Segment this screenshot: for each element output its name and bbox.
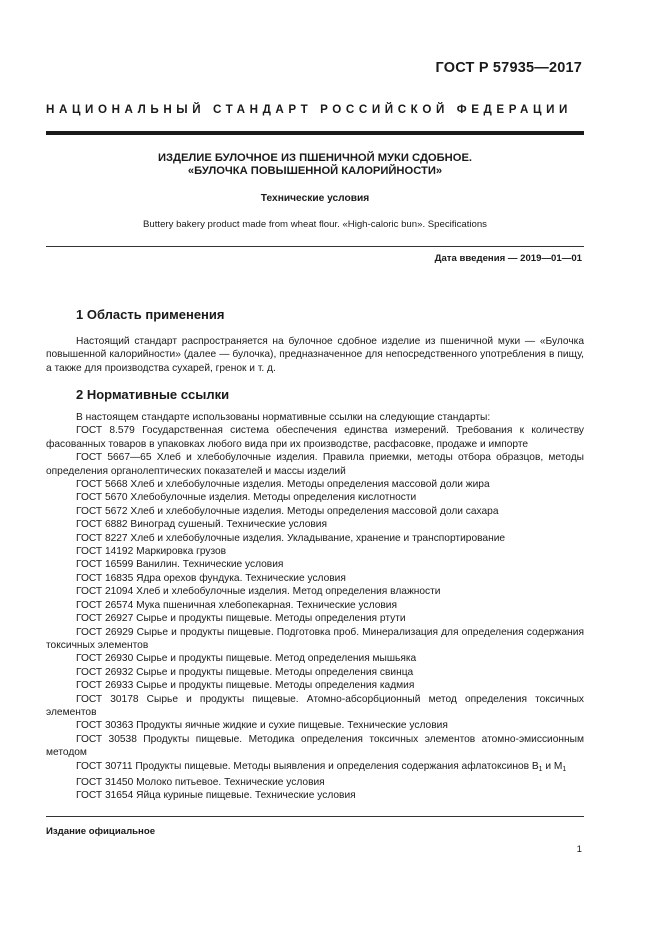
section-1-text: Настоящий стандарт распространяется на булочное сдобное изделие из пшеничной муки — «Булочка повышенной калорийности» (далее — булочка), предназначенное для непосредственного употребления в пищу, а также для производства сухарей, гренок и т. д. <box>46 336 584 374</box>
subscript: 1 <box>538 765 543 773</box>
reference-item: ГОСТ 26927 Сырье и продукты пищевые. Методы определения ртути <box>76 613 406 625</box>
reference-item-aflatoxin <box>46 760 584 776</box>
english-title: Buttery bakery product made from wheat flour. «High-caloric bun». Specifications <box>143 219 487 230</box>
reference-item: ГОСТ 26932 Сырье и продукты пищевые. Методы определения свинца <box>76 666 414 678</box>
national-standard-banner: НАЦИОНАЛЬНЫЙ СТАНДАРТ РОССИЙСКОЙ ФЕДЕРАЦИИ <box>46 103 572 116</box>
reference-item: ГОСТ 31450 Молоко питьевое. Технические условия <box>76 776 325 788</box>
aflatoxin-and: и M <box>542 760 563 772</box>
reference-item: ГОСТ 30178 Сырье и продукты пищевые. Атомно-абсорбционный метод определения токсичных элементов <box>46 693 584 718</box>
page-number: 1 <box>576 844 582 855</box>
reference-item: ГОСТ 26930 Сырье и продукты пищевые. Метод определения мышьяка <box>76 653 417 665</box>
reference-item: ГОСТ 31654 Яйца куриные пищевые. Технические условия <box>76 790 356 802</box>
reference-item: ГОСТ 5670 Хлебобулочные изделия. Методы определения кислотности <box>76 492 417 504</box>
introduction-date: Дата введения — 2019—01—01 <box>434 253 582 264</box>
title-line-1: ИЗДЕЛИЕ БУЛОЧНОЕ ИЗ ПШЕНИЧНОЙ МУКИ СДОБНОЕ. <box>157 152 473 164</box>
reference-item: ГОСТ 30538 Продукты пищевые. Методика определения токсичных элементов атомно-эмиссионным методом <box>46 733 584 759</box>
reference-item: ГОСТ 6882 Виноград сушеный. Технические условия <box>76 519 327 531</box>
footer-rule <box>46 816 584 817</box>
references-intro: В настоящем стандарте использованы нормативные ссылки на следующие стандарты: <box>76 412 491 423</box>
reference-item: ГОСТ 14192 Маркировка грузов <box>76 546 227 558</box>
title-line-2: «БУЛОЧКА ПОВЫШЕННОЙ КАЛОРИЙНОСТИ» <box>187 165 443 177</box>
divider <box>46 246 584 247</box>
edition-label: Издание официальное <box>46 826 156 837</box>
reference-item: ГОСТ 5667—65 Хлеб и хлебобулочные изделия. Правила приемки, методы отбора образцов, методы определения органолептических показателей и массы изделий <box>46 452 584 477</box>
reference-item: ГОСТ 16835 Ядра орехов фундука. Технические условия <box>76 572 346 584</box>
section-1-heading: 1 Область применения <box>76 307 225 322</box>
reference-item: ГОСТ 8.579 Государственная система обеспечения единства измерений. Требования к количеству фасованных товаров в упаковках любого вида при их производстве, расфасовке, продаже и импорте <box>46 425 584 450</box>
reference-item: ГОСТ 5668 Хлеб и хлебобулочные изделия. Методы определения массовой доли жира <box>76 479 490 491</box>
subscript: 1 <box>562 765 567 773</box>
reference-item: ГОСТ 5672 Хлеб и хлебобулочные изделия. Методы определения массовой доли сахара <box>76 505 499 517</box>
reference-item: ГОСТ 26574 Мука пшеничная хлебопекарная. Технические условия <box>76 599 397 611</box>
references-list <box>46 411 584 803</box>
reference-item: ГОСТ 26929 Сырье и продукты пищевые. Подготовка проб. Минерализация для определения содержания токсичных элементов <box>46 626 584 651</box>
header-rule <box>46 131 584 135</box>
subtitle: Технические условия <box>260 193 370 204</box>
aflatoxin-text: ГОСТ 30711 Продукты пищевые. Методы выявления и определения содержания афлатоксинов B <box>76 760 539 772</box>
reference-item: ГОСТ 26933 Сырье и продукты пищевые. Методы определения кадмия <box>76 680 415 692</box>
reference-item: ГОСТ 8227 Хлеб и хлебобулочные изделия. Укладывание, хранение и транспортирование <box>76 532 506 544</box>
document-code: ГОСТ Р 57935—2017 <box>435 60 582 76</box>
section-2-heading: 2 Нормативные ссылки <box>76 387 230 402</box>
reference-item: ГОСТ 21094 Хлеб и хлебобулочные изделия. Метод определения влажности <box>76 586 441 598</box>
reference-item: ГОСТ 16599 Ванилин. Технические условия <box>76 559 284 571</box>
reference-item: ГОСТ 30363 Продукты яичные жидкие и сухие пищевые. Технические условия <box>76 720 448 732</box>
